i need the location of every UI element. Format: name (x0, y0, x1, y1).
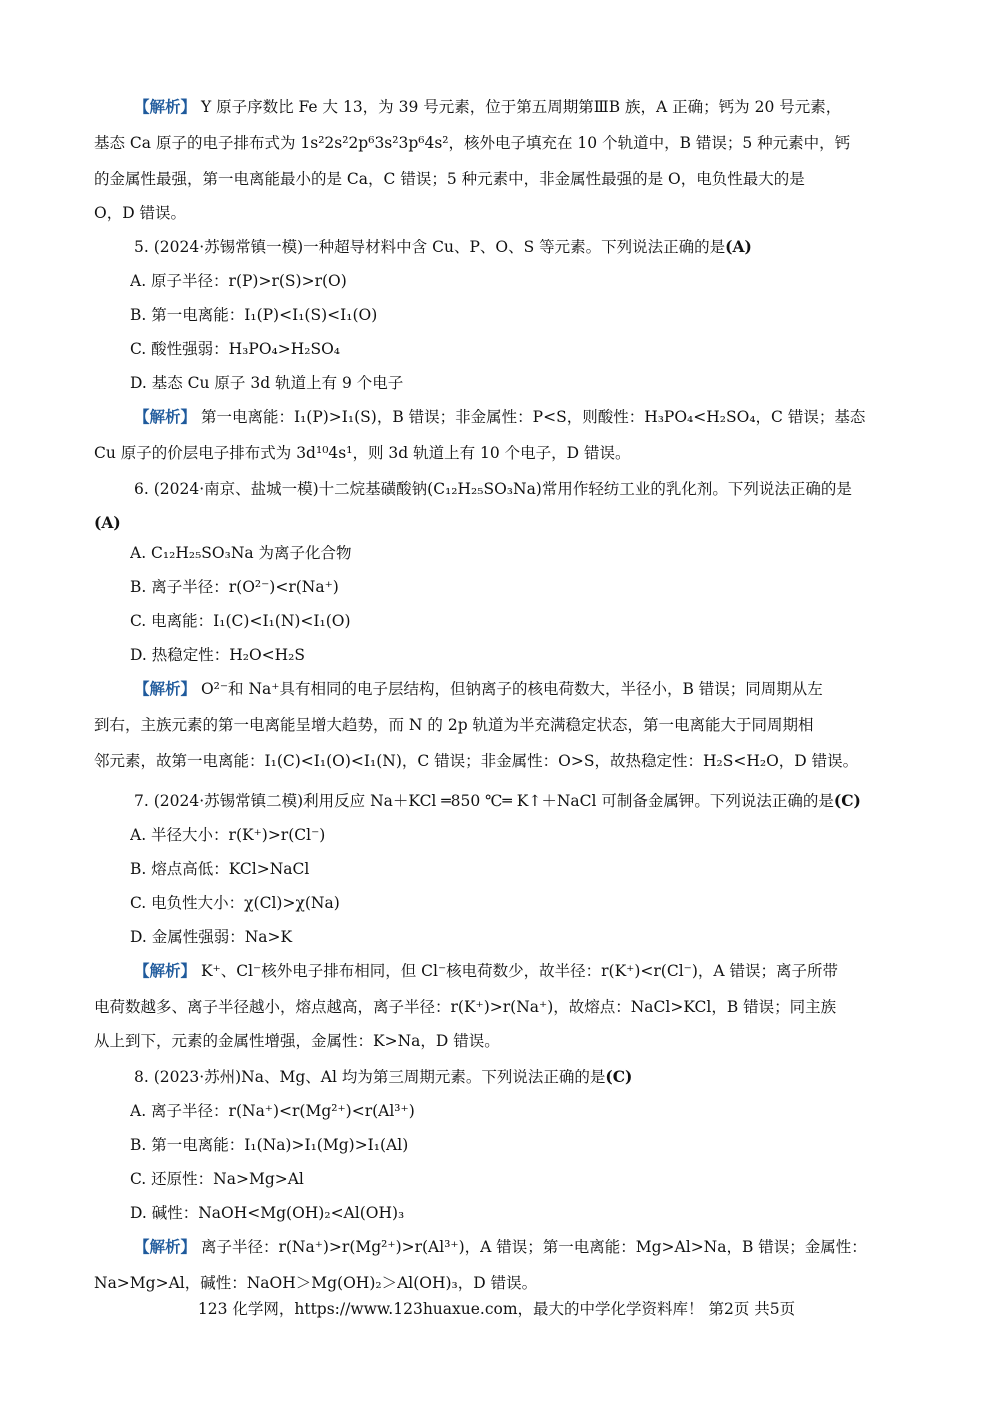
line-text: A. 原子半径：r(P)>r(S)>r(O) (130, 272, 347, 290)
line-text: 第一电离能：I₁(P)>I₁(S)，B 错误；非金属性：P<S，则酸性：H₃PO₄<H₂SO₄，C 错误；基态 (196, 408, 866, 426)
line-text: A. 半径大小：r(K⁺)>r(Cl⁻) (130, 826, 326, 844)
text-line (94, 168, 900, 190)
text-line (130, 644, 900, 666)
line-text: D. 热稳定性：H₂O<H₂S (130, 646, 306, 664)
text-line (134, 96, 900, 118)
line-text: Cu 原子的价层电子排布式为 3d¹⁰4s¹，则 3d 轨道上有 10 个电子，D 错误。 (94, 444, 631, 462)
analysis-tag: 【解析】 (134, 1237, 197, 1256)
text-line (130, 824, 900, 846)
text-line (94, 1272, 900, 1294)
text-line (134, 960, 900, 982)
line-text: B. 离子半径：r(O²⁻)<r(Na⁺) (130, 578, 339, 596)
text-line (94, 442, 900, 464)
text-line (94, 996, 900, 1018)
line-text: B. 熔点高低：KCl>NaCl (130, 860, 310, 878)
text-line (134, 678, 900, 700)
line-text: 8. (2023·苏州)Na、Mg、Al 均为第三周期元素。下列说法正确的是 (134, 1068, 606, 1086)
line-text: D. 碱性：NaOH<Mg(OH)₂<Al(OH)₃ (130, 1204, 405, 1222)
line-text: C. 电离能：I₁(C)<I₁(N)<I₁(O) (130, 612, 351, 630)
text-line (130, 1168, 900, 1190)
answer-label: (A) (94, 513, 121, 532)
answer-label: (C) (833, 791, 861, 810)
text-line (94, 714, 900, 736)
line-text: C. 酸性强弱：H₃PO₄>H₂SO₄ (130, 340, 340, 358)
text-line (94, 202, 900, 224)
text-line (130, 304, 900, 326)
line-text: O²⁻和 Na⁺具有相同的电子层结构，但钠离子的核电荷数大，半径小，B 错误；同周期从左 (196, 680, 823, 698)
line-text: 5. (2024·苏锡常镇一模)一种超导材料中含 Cu、P、O、S 等元素。下列说法正确的是 (134, 238, 726, 256)
line-text: O，D 错误。 (94, 204, 187, 222)
line-text: 基态 Ca 原子的电子排布式为 1s²2s²2p⁶3s²3p⁶4s²，核外电子填充在 10 个轨道中，B 错误；5 种元素中，钙 (94, 134, 851, 152)
line-text: 的金属性最强，第一电离能最小的是 Ca，C 错误；5 种元素中，非金属性最强的是 O，电负性最大的是 (94, 170, 805, 188)
line-text: A. 离子半径：r(Na⁺)<r(Mg²⁺)<r(Al³⁺) (130, 1102, 415, 1120)
answer-label: (A) (725, 237, 752, 256)
answer-label: (C) (605, 1067, 633, 1086)
text-line (134, 236, 900, 258)
analysis-tag: 【解析】 (134, 97, 197, 116)
text-line (130, 1202, 900, 1224)
line-text: D. 金属性强弱：Na>K (130, 928, 293, 946)
line-text: A. C₁₂H₂₅SO₃Na 为离子化合物 (130, 544, 352, 562)
line-text: Y 原子序数比 Fe 大 13，为 39 号元素，位于第五周期第ⅢB 族，A 正确；钙为 20 号元素， (196, 98, 842, 116)
text-line (130, 926, 900, 948)
line-text: 7. (2024·苏锡常镇二模)利用反应 Na＋KCl ═850 ℃═ K↑＋NaCl 可制备金属钾。下列说法正确的是 (134, 792, 834, 810)
text-line (130, 1134, 900, 1156)
text-line (134, 1066, 900, 1088)
text-line (94, 132, 900, 154)
text-line (130, 892, 900, 914)
line-text: Na>Mg>Al，碱性：NaOH＞Mg(OH)₂＞Al(OH)₃，D 错误。 (94, 1274, 538, 1292)
line-text: C. 电负性大小：χ(Cl)>χ(Na) (130, 894, 340, 912)
line-text: C. 还原性：Na>Mg>Al (130, 1170, 304, 1188)
text-line (130, 542, 900, 564)
text-line (134, 406, 900, 428)
text-line (130, 610, 900, 632)
line-text: B. 第一电离能：I₁(Na)>I₁(Mg)>I₁(Al) (130, 1136, 409, 1154)
line-text: K⁺、Cl⁻核外电子排布相同，但 Cl⁻核电荷数少，故半径：r(K⁺)<r(Cl⁻)，A 错误；离子所带 (196, 962, 839, 980)
analysis-tag: 【解析】 (134, 961, 197, 980)
line-text: 从上到下，元素的金属性增强，金属性：K>Na，D 错误。 (94, 1032, 500, 1050)
line-text: 到右，主族元素的第一电离能呈增大趋势，而 N 的 2p 轨道为半充满稳定状态，第一电离能大于同周期相 (94, 716, 814, 734)
text-line (130, 338, 900, 360)
text-line (130, 576, 900, 598)
text-line (134, 478, 900, 500)
text-line (94, 750, 900, 772)
text-line (134, 1236, 900, 1258)
text-line (94, 512, 900, 534)
line-text: 邻元素，故第一电离能：I₁(C)<I₁(O)<I₁(N)，C 错误；非金属性：O>S，故热稳定性：H₂S<H₂O，D 错误。 (94, 752, 859, 770)
page-footer: 123 化学网，https://www.123huaxue.com，最大的中学化学资料库！ 第2页 共5页 (197, 1300, 796, 1318)
analysis-tag: 【解析】 (134, 407, 197, 426)
text-line (134, 790, 900, 812)
analysis-tag: 【解析】 (134, 679, 197, 698)
text-line (130, 372, 900, 394)
line-text: 离子半径：r(Na⁺)>r(Mg²⁺)>r(Al³⁺)，A 错误；第一电离能：Mg>Al>Na，B 错误；金属性： (196, 1238, 867, 1256)
line-text: 电荷数越多、离子半径越小，熔点越高，离子半径：r(K⁺)>r(Na⁺)，故熔点：NaCl>KCl，B 错误；同主族 (94, 998, 837, 1016)
line-text: B. 第一电离能：I₁(P)<I₁(S)<I₁(O) (130, 306, 378, 324)
text-line (130, 858, 900, 880)
text-line (94, 1030, 900, 1052)
text-line (130, 270, 900, 292)
line-text: D. 基态 Cu 原子 3d 轨道上有 9 个电子 (130, 374, 404, 392)
text-line (130, 1100, 900, 1122)
line-text: 6. (2024·南京、盐城一模)十二烷基磺酸钠(C₁₂H₂₅SO₃Na)常用作轻纺工业的乳化剂。下列说法正确的是 (134, 480, 852, 498)
